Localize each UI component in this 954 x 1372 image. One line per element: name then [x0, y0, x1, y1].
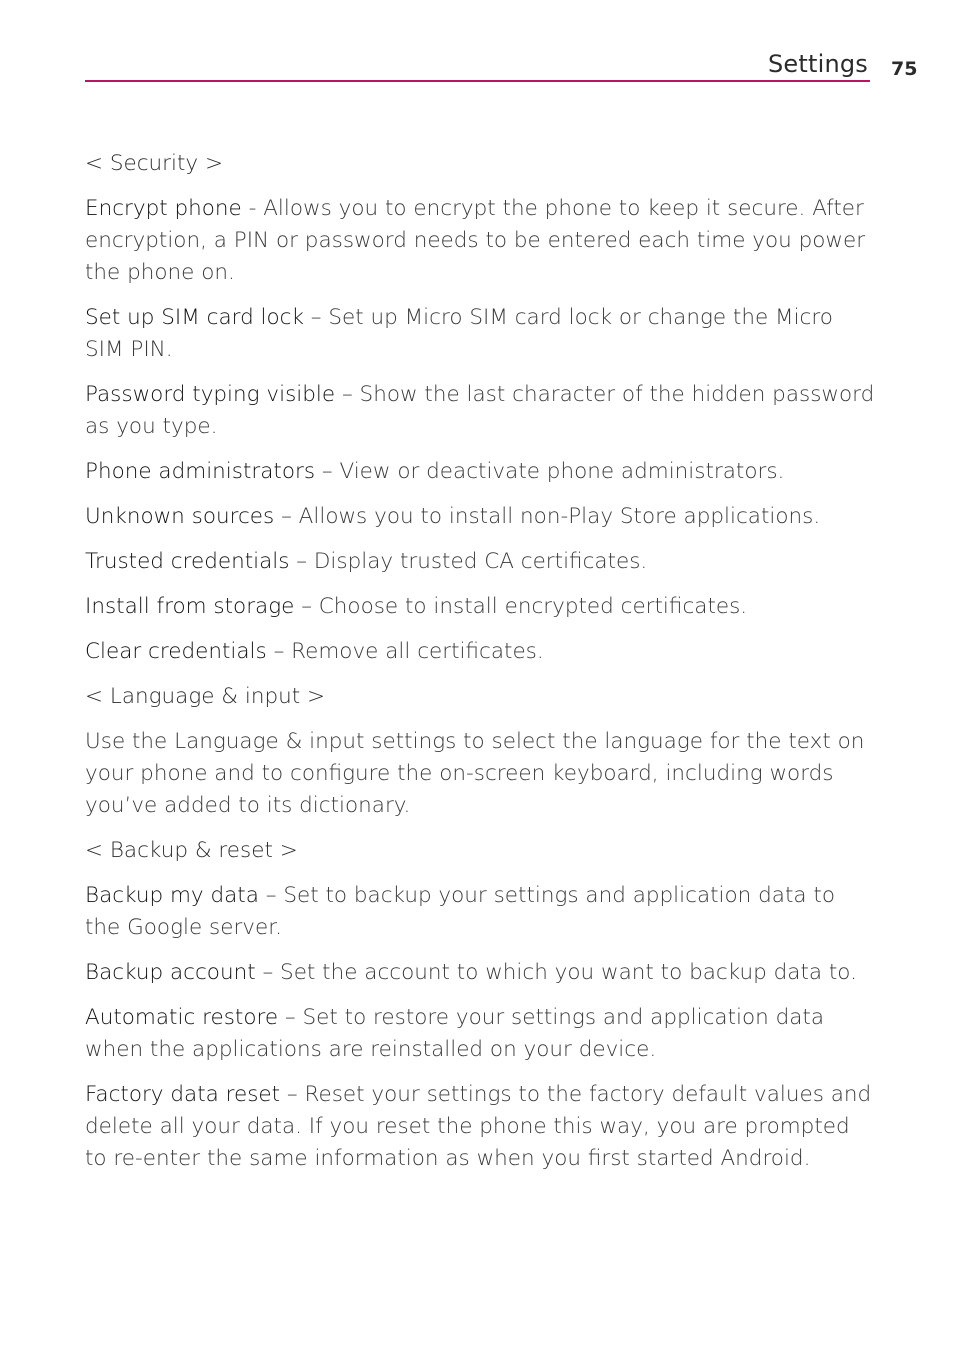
entry-description: – Show the last character of the hidden password as you type. [85, 382, 875, 439]
security-item-password-visible [85, 379, 875, 443]
backup-heading: < Backup & reset > [85, 838, 298, 863]
entry-description: – Set the account to which you want to backup data to. [255, 960, 857, 985]
entry-description: – Set up Micro SIM card lock or change the Micro SIM PIN. [85, 305, 833, 362]
entry-term: Factory data reset [85, 1082, 281, 1107]
entry-term: Backup account [85, 960, 256, 985]
entry-description: – Set to backup your settings and application data to the Google server. [85, 883, 835, 940]
security-item-clear-credentials [85, 636, 875, 668]
entry-term: Password typing visible [85, 382, 336, 407]
section-title: Settings [767, 50, 868, 78]
entry-term: Install from storage [85, 594, 295, 619]
security-item-trusted-credentials [85, 546, 875, 578]
entry-description: - Allows you to encrypt the phone to keep it secure. After encryption, a PIN or password needs to be entered each time you power the phone on. [85, 196, 866, 285]
entry-term: Backup my data [85, 883, 259, 908]
security-item-encrypt-phone [85, 193, 875, 289]
entry-term: Clear credentials [85, 639, 267, 664]
entry-term: Set up SIM card lock [85, 305, 304, 330]
entry-term: Phone administrators [85, 459, 316, 484]
backup-item-backup-account [85, 957, 875, 989]
security-item-install-from-storage [85, 591, 875, 623]
entry-description: – Reset your settings to the factory default values and delete all your data. If you reset the phone this way, you are prompted to re-enter the same information as when you first started Android. [85, 1082, 872, 1171]
security-item-unknown-sources [85, 501, 875, 533]
security-item-sim-card-lock [85, 302, 875, 366]
entry-description: – View or deactivate phone administrators. [315, 459, 785, 484]
entry-term: Unknown sources [85, 504, 275, 529]
language-description: Use the Language & input settings to select the language for the text on your phone and to configure the on-screen keyboard, including words you’ve added to its dictionary. [85, 729, 865, 818]
backup-item-automatic-restore [85, 1002, 875, 1066]
language-heading: < Language & input > [85, 684, 326, 709]
page-content [85, 148, 875, 1188]
header-rule [85, 80, 870, 82]
entry-description: – Set to restore your settings and application data when the applications are reinstalled on your device. [85, 1005, 825, 1062]
entry-term: Encrypt phone [85, 196, 242, 221]
backup-item-factory-data-reset [85, 1079, 875, 1175]
entry-description: – Display trusted CA certificates. [289, 549, 648, 574]
entry-term: Automatic restore [85, 1005, 279, 1030]
entry-description: – Choose to install encrypted certificates. [294, 594, 748, 619]
backup-item-backup-my-data [85, 880, 875, 944]
security-heading: < Security > [85, 151, 223, 176]
security-item-phone-administrators [85, 456, 875, 488]
entry-description: – Remove all certificates. [266, 639, 544, 664]
entry-term: Trusted credentials [85, 549, 290, 574]
page-header [85, 48, 870, 82]
page-number: 75 [891, 58, 918, 80]
entry-description: – Allows you to install non-Play Store applications. [274, 504, 821, 529]
